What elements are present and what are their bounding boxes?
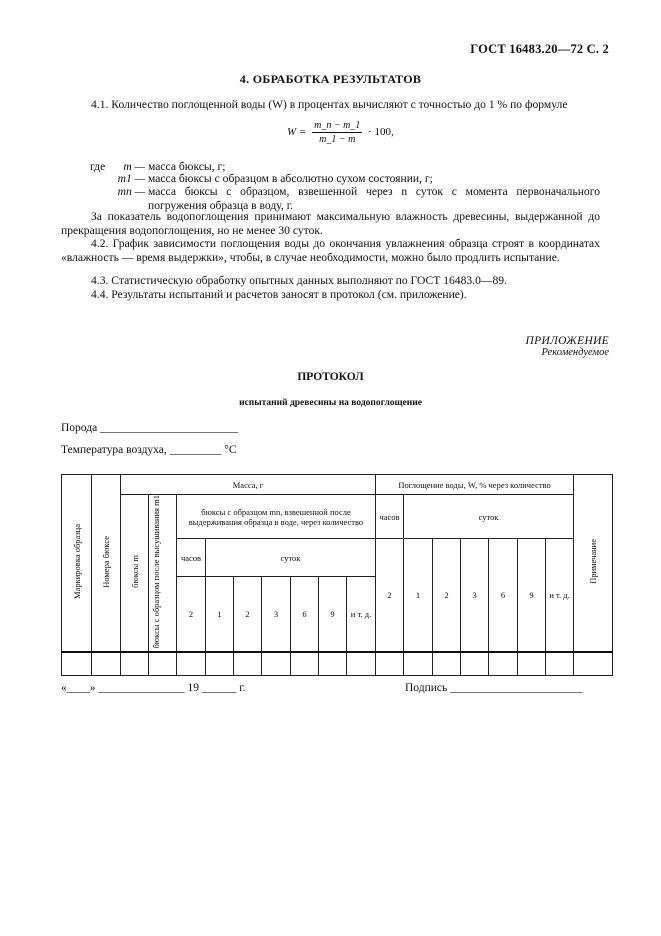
breed-field: Порода ________________________ <box>61 422 239 434</box>
where-text-1: масса бюксы с образцом в абсолютно сухом состоянии, г; <box>148 172 433 185</box>
absorb-period: 2 <box>433 539 461 652</box>
header-box-m: бюксы m <box>121 495 149 652</box>
paragraph-4-1: 4.1. Количество поглощенной воды (W) в процентах вычисляют с точностью до 1 % по формуле <box>91 98 568 111</box>
paragraph-4-3: 4.3. Статистическую обработку опытных данных выполняют по ГОСТ 16483.0—89. <box>91 274 507 287</box>
soak-period: 2 <box>177 577 206 652</box>
absorb-period: 2 <box>376 539 404 652</box>
soak-period: 2 <box>234 577 262 652</box>
absorb-period: и т. д. <box>546 539 574 652</box>
date-field: «____» _______________ 19 ______ г. <box>61 682 246 694</box>
paragraph-max: За показатель водопоглощения принимают максимальную влажность древесины, выдержанной до прекращения водопоглощения, но не менее 30 суток. <box>61 210 600 237</box>
section-title: 4. ОБРАБОТКА РЕЗУЛЬТАТОВ <box>239 72 422 86</box>
header-marking: Маркировка образца <box>62 475 92 652</box>
table-row <box>62 652 613 676</box>
header-absorption: Поглощение воды, W, % через количество <box>376 475 574 495</box>
where-sym-2: mn — <box>117 185 145 198</box>
appendix-label <box>526 335 609 358</box>
header-mass: Масса, г <box>121 475 376 495</box>
absorb-period: 9 <box>518 539 546 652</box>
soak-period: 6 <box>291 577 319 652</box>
where-lead: где <box>90 160 106 173</box>
formula-fraction <box>312 120 362 145</box>
formula-numerator: m_n − m_1 <box>314 120 361 131</box>
formula-tail: · 100, <box>368 126 394 139</box>
header-box-dry: бюксы с образцом после высушивания m1 <box>149 495 177 652</box>
protocol-subtitle: испытаний древесины на водопоглощение <box>239 398 422 408</box>
absorb-period: 1 <box>404 539 433 652</box>
protocol-title: ПРОТОКОЛ <box>297 371 364 383</box>
soak-period: 1 <box>206 577 234 652</box>
header-box-number: Номера бюксе <box>92 475 121 652</box>
header-soak-hours: часов <box>177 539 206 577</box>
absorb-period: 3 <box>461 539 489 652</box>
protocol-table <box>61 474 613 676</box>
appendix-title: ПРИЛОЖЕНИЕ <box>525 335 609 347</box>
where-text-0: масса бюксы, г; <box>148 160 226 173</box>
header-soak-days: суток <box>206 539 376 577</box>
formula-denominator: m_1 − m <box>319 134 356 145</box>
paragraph-4-2: 4.2. График зависимости поглощения воды до окончания увлажнения образца строят в координатах «влажность — время выдержки», чтобы, в случае необходимости, можно было продлить испытание. <box>61 237 600 264</box>
air-temperature-field: Температура воздуха, _________ °С <box>61 444 237 456</box>
appendix-status: Рекомендуемое <box>541 347 609 358</box>
where-sym-1: m1 — <box>117 172 145 185</box>
where-sym-0: m — <box>123 160 145 173</box>
page-header: ГОСТ 16483.20—72 С. 2 <box>470 42 609 56</box>
header-absorb-days: суток <box>404 495 574 539</box>
soak-period: 3 <box>262 577 291 652</box>
absorb-period: 6 <box>489 539 518 652</box>
formula-lhs: W = <box>287 126 307 139</box>
header-box-soak: бюксы с образцом mn, взвешенной после выдерживания образца в воде, через количество <box>177 495 376 539</box>
signature-field: Подпись _______________________ <box>405 682 583 694</box>
soak-period: 9 <box>319 577 347 652</box>
where-text-2: масса бюксы с образцом, взвешенной через n суток с момента первоначального погружения образца в воду, г. <box>148 185 600 212</box>
soak-period: и т. д. <box>347 577 376 652</box>
formula <box>287 120 394 145</box>
paragraph-4-4: 4.4. Результаты испытаний и расчетов заносят в протокол (см. приложение). <box>91 288 467 301</box>
header-note: Примечание <box>574 475 613 652</box>
header-absorb-hours: часов <box>376 495 404 539</box>
